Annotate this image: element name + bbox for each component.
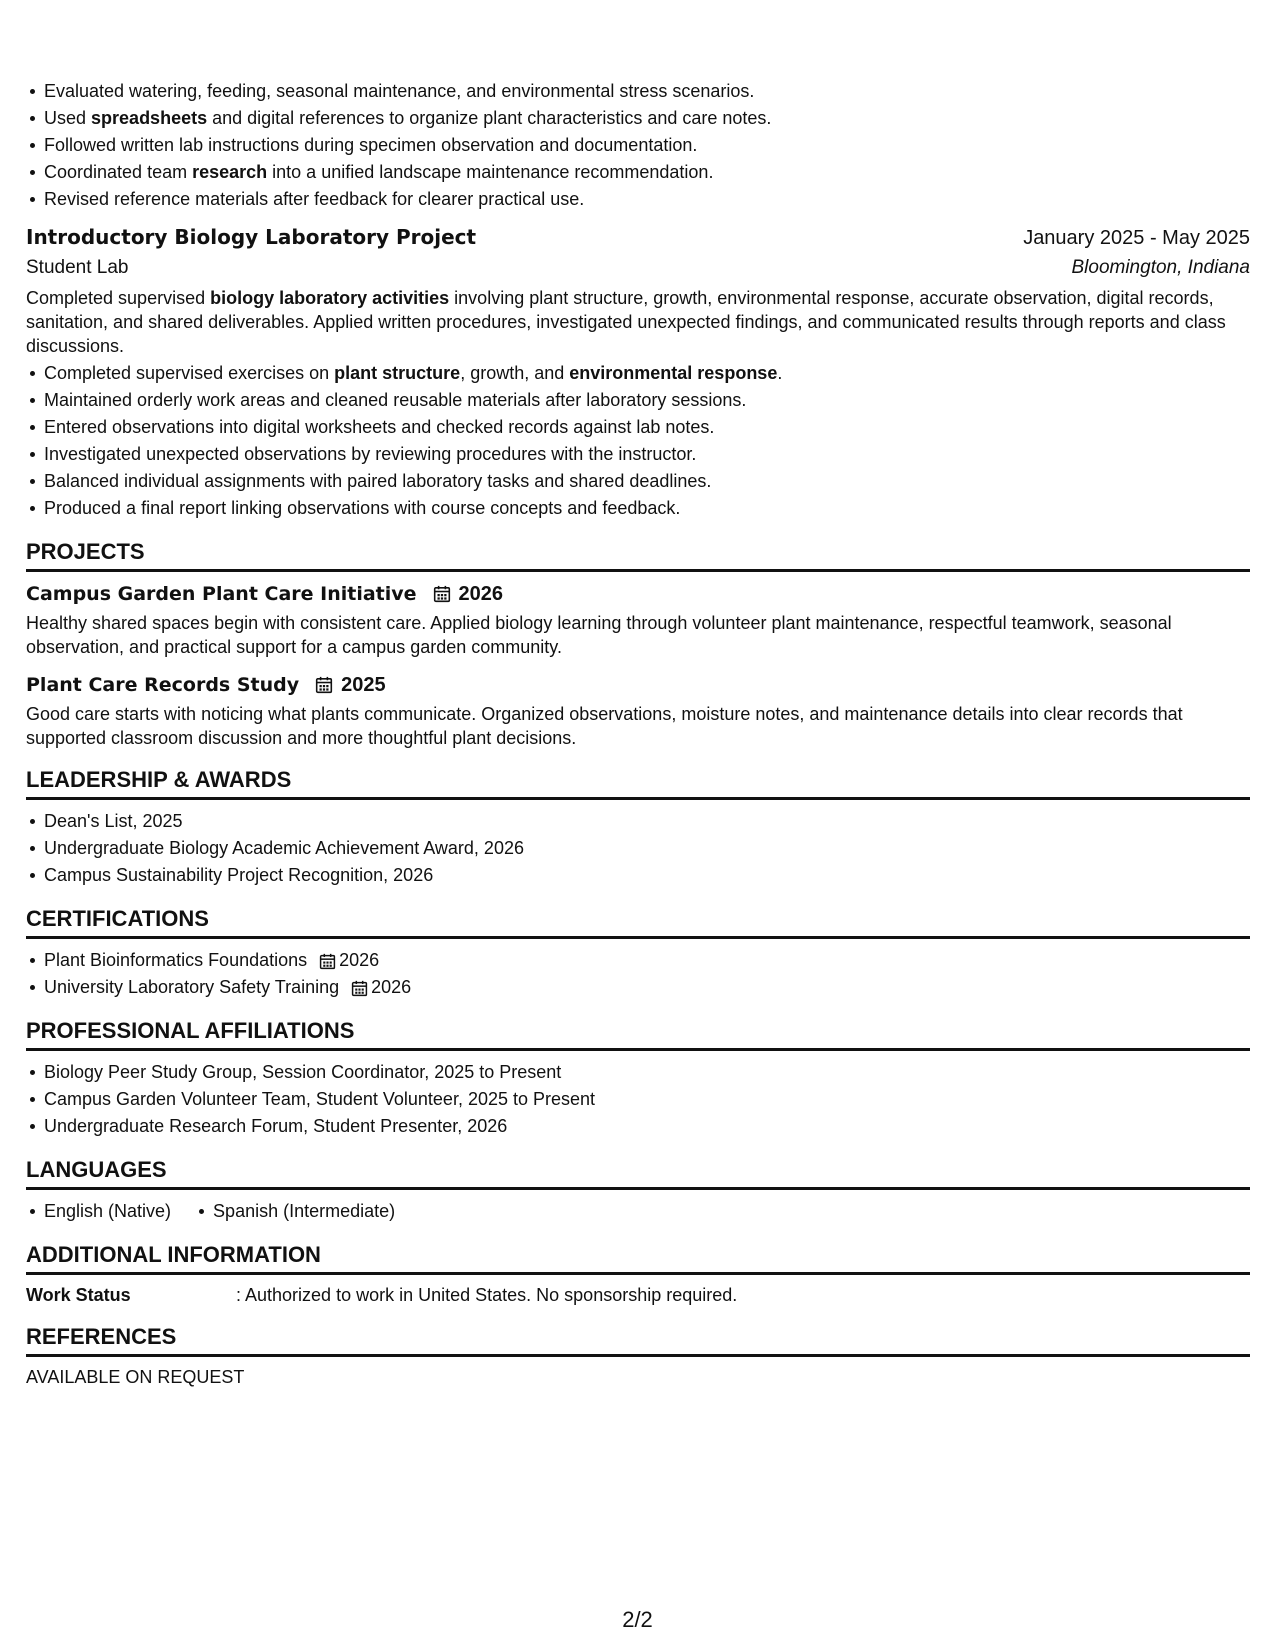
project-description: Healthy shared spaces begin with consistent care. Applied biology learning through volunteer plant maintenance, respectful teamwork, seasonal observation, and practical support for a campus garden community. [26,613,1172,657]
entry-bullet-list [26,360,1250,522]
projects-heading: PROJECTS [26,538,1250,572]
list-item: Dean's List, 2025 [44,808,1250,835]
list-item: Biology Peer Study Group, Session Coordinator, 2025 to Present [44,1059,1250,1086]
project-description: Good care starts with noticing what plants communicate. Organized observations, moisture notes, and maintenance details into clear records that supported classroom discussion and more thoughtful plant decisions. [26,704,1183,748]
entry-title: Introductory Biology Laboratory Project [26,225,477,249]
affiliations-list [26,1059,1250,1140]
lead-bullet-list [26,78,1250,213]
list-item: Entered observations into digital worksheets and checked records against lab notes. [44,414,1250,441]
calendar-icon [319,953,336,970]
experience-entry [26,222,1250,522]
certifications-list [26,947,1250,1001]
project-title: Campus Garden Plant Care Initiative [26,583,417,605]
work-status-label: Work Status [26,1285,131,1305]
entry-dates: January 2025 - May 2025 [1023,227,1250,249]
list-item: Maintained orderly work areas and cleaned reusable materials after laboratory sessions. [44,387,1250,414]
calendar-icon [315,676,333,694]
page-number: 2/2 [622,1607,653,1632]
list-item: Undergraduate Biology Academic Achievement Award, 2026 [44,835,1250,862]
list-item: Used spreadsheets and digital references to organize plant characteristics and care notes. [44,105,1250,132]
certification-name: Plant Bioinformatics Foundations [44,950,308,970]
certification-year: 2026 [371,977,412,997]
resume-page [26,78,1250,1389]
bold-keyword: spreadsheets [91,108,208,128]
project-entry [26,671,1250,750]
list-item: English (Native) [44,1198,171,1225]
work-status-row [26,1283,1250,1307]
bold-keyword: plant structure [334,363,461,383]
project-year: 2025 [341,674,386,696]
list-item: Followed written lab instructions during specimen observation and documentation. [44,132,1250,159]
project-title: Plant Care Records Study [26,674,300,696]
list-item: Campus Sustainability Project Recognition, 2026 [44,862,1250,889]
list-item: Campus Garden Volunteer Team, Student Volunteer, 2025 to Present [44,1086,1250,1113]
project-year: 2026 [458,583,504,605]
certification-name: University Laboratory Safety Training [44,977,340,997]
list-item: Revised reference materials after feedback for clearer practical use. [44,186,1250,213]
references-heading: REFERENCES [26,1323,1250,1357]
work-status-value: : Authorized to work in United States. No sponsorship required. [236,1285,738,1305]
leadership-heading: LEADERSHIP & AWARDS [26,766,1250,800]
list-item: Undergraduate Research Forum, Student Presenter, 2026 [44,1113,1250,1140]
list-item: Produced a final report linking observations with course concepts and feedback. [44,495,1250,522]
additional-info-heading: ADDITIONAL INFORMATION [26,1241,1250,1275]
list-item: Completed supervised exercises on plant structure, growth, and environmental response. [44,360,1250,387]
entry-location: Bloomington, Indiana [1071,257,1250,278]
languages-heading: LANGUAGES [26,1156,1250,1190]
bold-keyword: research [192,162,268,182]
calendar-icon [351,980,368,997]
bold-keyword: environmental response [569,363,778,383]
list-item: Spanish (Intermediate) [213,1198,395,1225]
entry-summary: Completed supervised biology laboratory activities involving plant structure, growth, environmental response, accurate observation, digital records, sanitation, and shared deliverables. Applied written procedures, investigated unexpected findings, and communicated results through reports and class discussions. [26,288,1226,356]
certification-year: 2026 [339,950,380,970]
list-item [44,974,1250,1001]
bold-keyword: biology laboratory activities [210,288,450,308]
list-item: Balanced individual assignments with paired laboratory tasks and shared deadlines. [44,468,1250,495]
project-entry [26,580,1250,659]
entry-organization: Student Lab [26,257,129,278]
languages-list [26,1198,1250,1225]
list-item: Investigated unexpected observations by reviewing procedures with the instructor. [44,441,1250,468]
certifications-heading: CERTIFICATIONS [26,905,1250,939]
calendar-icon [433,585,451,603]
list-item [44,947,1250,974]
list-item: Coordinated team research into a unified landscape maintenance recommendation. [44,159,1250,186]
affiliations-heading: PROFESSIONAL AFFILIATIONS [26,1017,1250,1051]
leadership-list [26,808,1250,889]
list-item: Evaluated watering, feeding, seasonal maintenance, and environmental stress scenarios. [44,78,1250,105]
references-text: AVAILABLE ON REQUEST [26,1367,245,1387]
